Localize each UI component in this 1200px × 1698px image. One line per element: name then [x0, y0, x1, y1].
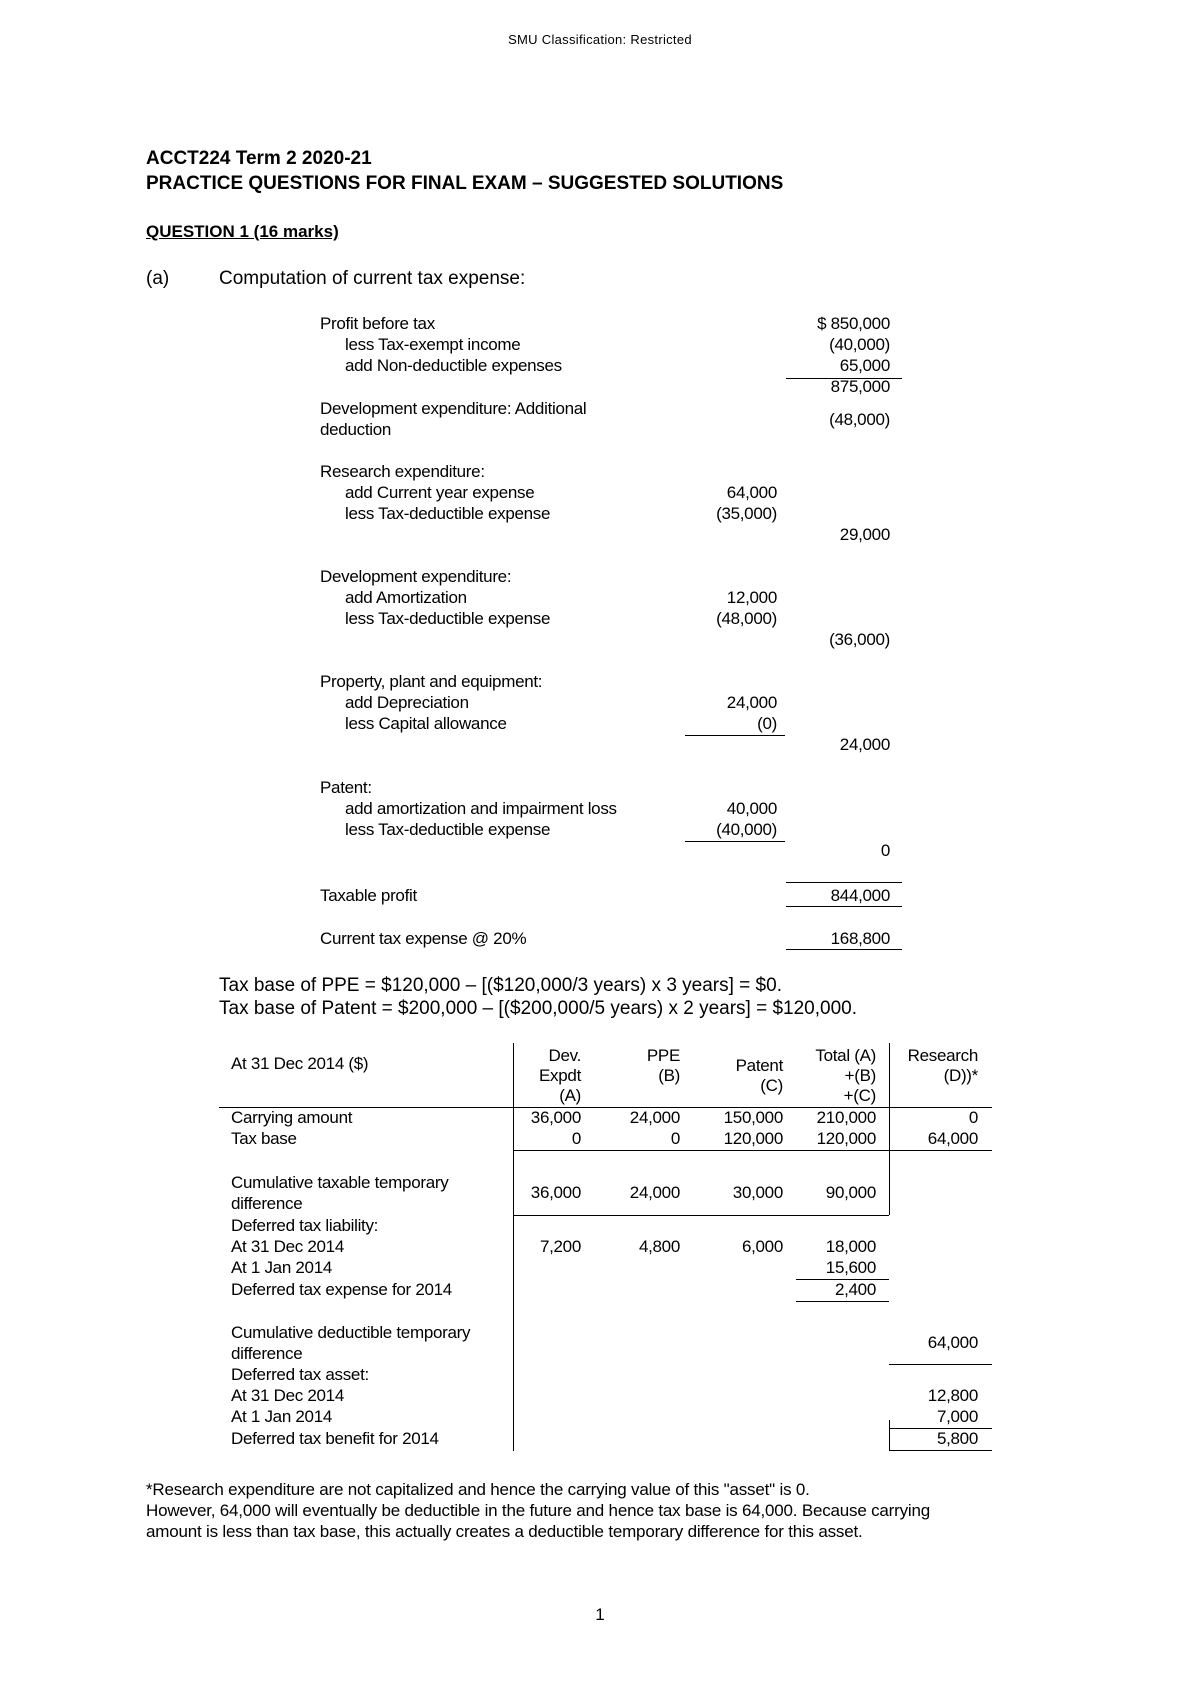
col-dev-line3: (A): [559, 1086, 581, 1105]
dev-additional-label-2: deduction: [320, 420, 392, 439]
research-less-label: less Tax-deductible expense: [345, 504, 551, 523]
ppe-less-label: less Capital allowance: [345, 714, 507, 733]
taxable-diff-dev: 36,000: [530, 1183, 581, 1202]
dtl-heading: Deferred tax liability:: [231, 1216, 379, 1235]
tax-base-label: Tax base: [231, 1129, 297, 1148]
development-less-value: (48,000): [716, 609, 777, 628]
col-ppe-line2: (B): [658, 1066, 680, 1085]
dtl-start-total: 15,600: [825, 1258, 876, 1277]
dtl-expense-total: 2,400: [834, 1280, 876, 1299]
development-less-label: less Tax-deductible expense: [345, 609, 551, 628]
page-number: 1: [595, 1605, 605, 1624]
col-total-line2: +(B): [844, 1066, 876, 1085]
patent-tax-base-note: Tax base of Patent = $200,000 – [($200,000/5 years) x 2 years] = $120,000.: [219, 998, 857, 1019]
tax-base-ppe: 0: [670, 1129, 680, 1148]
taxable-diff-total: 90,000: [825, 1183, 876, 1202]
taxable-diff-label-1: Cumulative taxable temporary: [231, 1173, 449, 1192]
deductible-diff-label-2: difference: [231, 1344, 303, 1363]
research-less-value: (35,000): [716, 504, 777, 523]
dtl-expense-label: Deferred tax expense for 2014: [231, 1280, 452, 1299]
dtl-expense-rule: [796, 1301, 889, 1302]
ppe-tax-base-note: Tax base of PPE = $120,000 – [($120,000/3 years) x 3 years] = $0.: [219, 975, 782, 996]
dtl-end-dev: 7,200: [539, 1237, 581, 1256]
footnote-line-1: *Research expenditure are not capitalized and hence the carrying value of this "asset" is 0.: [146, 1480, 810, 1499]
tax-exempt-value: (40,000): [829, 335, 890, 354]
dta-benefit-research: 5,800: [936, 1429, 978, 1448]
col-patent-line1: Patent: [735, 1056, 783, 1075]
dtl-start-label: At 1 Jan 2014: [231, 1258, 333, 1277]
current-tax-label: Current tax expense @ 20%: [320, 929, 527, 948]
taxable-profit-value: 844,000: [830, 886, 890, 905]
development-add-value: 12,000: [726, 588, 777, 607]
taxable-diff-patent: 30,000: [732, 1183, 783, 1202]
carrying-dev: 36,000: [530, 1108, 581, 1127]
research-heading: Research expenditure:: [320, 462, 485, 481]
part-label: (a): [146, 268, 170, 289]
col-ppe-line1: PPE: [646, 1046, 680, 1065]
dta-end-research: 12,800: [927, 1386, 978, 1405]
non-deductible-value: 65,000: [839, 356, 890, 375]
taxable-profit-top-rule: [786, 882, 902, 883]
ppe-heading: Property, plant and equipment:: [320, 672, 543, 691]
col-total-line3: +(C): [843, 1086, 876, 1105]
dta-end-label: At 31 Dec 2014: [231, 1386, 344, 1405]
col-total-line1: Total (A): [815, 1046, 876, 1065]
col-research-line2: (D))*: [943, 1066, 978, 1085]
carrying-total: 210,000: [816, 1108, 876, 1127]
tax-exempt-label: less Tax-exempt income: [345, 335, 521, 354]
question-heading: QUESTION 1 (16 marks): [146, 222, 339, 241]
development-net-value: (36,000): [829, 630, 890, 649]
ppe-less-value: (0): [757, 714, 777, 733]
development-add-label: add Amortization: [345, 588, 467, 607]
profit-before-tax-value: $ 850,000: [817, 314, 890, 333]
taxable-profit-label: Taxable profit: [320, 886, 417, 905]
tax-base-total: 120,000: [816, 1129, 876, 1148]
col-patent-line2: (C): [760, 1076, 783, 1095]
ppe-add-value: 24,000: [726, 693, 777, 712]
dta-benefit-label: Deferred tax benefit for 2014: [231, 1429, 439, 1448]
carrying-patent: 150,000: [723, 1108, 783, 1127]
subtotal-value: 875,000: [830, 377, 890, 396]
carrying-amount-label: Carrying amount: [231, 1108, 353, 1127]
taxable-diff-rule: [513, 1215, 889, 1216]
research-net-value: 29,000: [839, 525, 890, 544]
current-tax-value: 168,800: [830, 929, 890, 948]
dta-heading: Deferred tax asset:: [231, 1365, 369, 1384]
dtl-end-label: At 31 Dec 2014: [231, 1237, 344, 1256]
ppe-add-label: add Depreciation: [345, 693, 469, 712]
tax-base-rule: [513, 1150, 992, 1151]
carrying-ppe: 24,000: [629, 1108, 680, 1127]
research-add-label: add Current year expense: [345, 483, 535, 502]
course-title: ACCT224 Term 2 2020-21: [146, 148, 372, 169]
dtl-end-ppe: 4,800: [638, 1237, 680, 1256]
current-tax-rule: [786, 949, 902, 950]
patent-less-label: less Tax-deductible expense: [345, 820, 551, 839]
patent-add-value: 40,000: [726, 799, 777, 818]
patent-net-value: 0: [880, 841, 890, 860]
deductible-diff-rule: [889, 1364, 992, 1365]
dta-start-research: 7,000: [936, 1407, 978, 1426]
col-dev-line2: Expdt: [539, 1066, 581, 1085]
dtl-end-total: 18,000: [825, 1237, 876, 1256]
col-research-line1: Research: [907, 1046, 978, 1065]
classification-label: SMU Classification: Restricted: [508, 32, 692, 47]
dta-benefit-rule: [889, 1450, 992, 1451]
taxable-diff-label-2: difference: [231, 1194, 303, 1213]
ppe-net-value: 24,000: [839, 735, 890, 754]
tax-base-dev: 0: [571, 1129, 581, 1148]
footnote-line-2: However, 64,000 will eventually be deductible in the future and hence tax base is 64,000. Because carrying: [146, 1501, 930, 1520]
carrying-research: 0: [968, 1108, 978, 1127]
patent-add-label: add amortization and impairment loss: [345, 799, 617, 818]
footnote-line-3: amount is less than tax base, this actually creates a deductible temporary difference for this asset.: [146, 1522, 863, 1541]
deductible-diff-research: 64,000: [927, 1333, 978, 1352]
dev-additional-value: (48,000): [829, 410, 890, 429]
dtl-end-patent: 6,000: [741, 1237, 783, 1256]
deductible-diff-label-1: Cumulative deductible temporary: [231, 1323, 471, 1342]
profit-before-tax-label: Profit before tax: [320, 314, 435, 333]
taxable-diff-ppe: 24,000: [629, 1183, 680, 1202]
taxable-profit-bottom-rule: [786, 906, 902, 907]
table-header-label: At 31 Dec 2014 ($): [231, 1054, 369, 1073]
patent-heading: Patent:: [320, 778, 372, 797]
patent-less-value: (40,000): [716, 820, 777, 839]
tax-base-research: 64,000: [927, 1129, 978, 1148]
document-title: PRACTICE QUESTIONS FOR FINAL EXAM – SUGGESTED SOLUTIONS: [146, 173, 784, 194]
development-heading: Development expenditure:: [320, 567, 512, 586]
dta-start-label: At 1 Jan 2014: [231, 1407, 333, 1426]
non-deductible-label: add Non-deductible expenses: [345, 356, 562, 375]
dev-additional-label-1: Development expenditure: Additional: [320, 399, 587, 418]
part-text: Computation of current tax expense:: [219, 268, 526, 289]
research-add-value: 64,000: [726, 483, 777, 502]
col-dev-line1: Dev.: [548, 1046, 581, 1065]
tax-base-patent: 120,000: [723, 1129, 783, 1148]
